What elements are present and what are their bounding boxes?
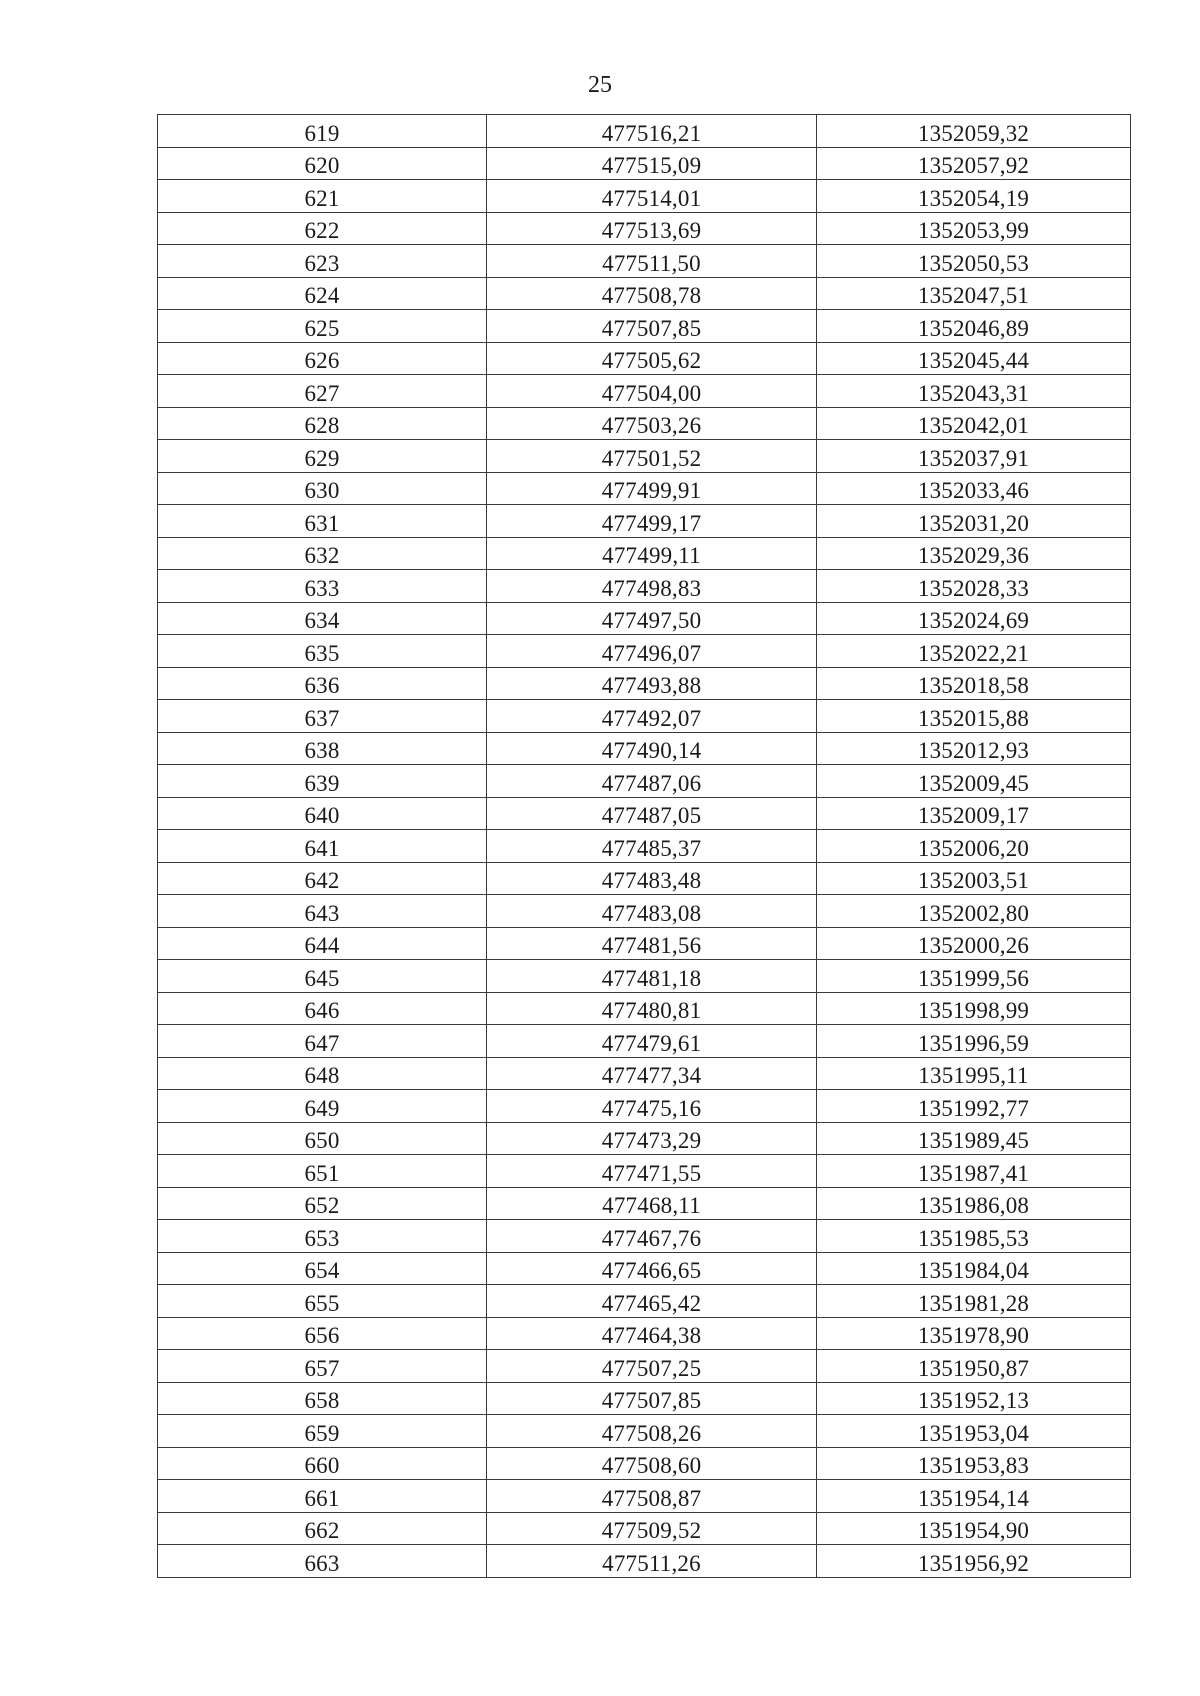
coordinates-table-body xyxy=(158,115,1131,1578)
table-row xyxy=(158,115,1131,148)
table-row xyxy=(158,407,1131,440)
table-row xyxy=(158,310,1131,343)
x-coordinate-cell: 477508,87 xyxy=(487,1480,817,1513)
y-coordinate-cell: 1351952,13 xyxy=(817,1382,1131,1415)
table-row xyxy=(158,1252,1131,1285)
y-coordinate-cell: 1352053,99 xyxy=(817,212,1131,245)
table-row xyxy=(158,505,1131,538)
point-number-cell: 662 xyxy=(158,1512,487,1545)
y-coordinate-cell: 1352002,80 xyxy=(817,895,1131,928)
x-coordinate-cell: 477483,08 xyxy=(487,895,817,928)
point-number-cell: 644 xyxy=(158,927,487,960)
table-row xyxy=(158,960,1131,993)
point-number-cell: 635 xyxy=(158,635,487,668)
y-coordinate-cell: 1352047,51 xyxy=(817,277,1131,310)
point-number-cell: 628 xyxy=(158,407,487,440)
x-coordinate-cell: 477507,85 xyxy=(487,310,817,343)
x-coordinate-cell: 477481,56 xyxy=(487,927,817,960)
point-number-cell: 653 xyxy=(158,1220,487,1253)
table-row xyxy=(158,342,1131,375)
x-coordinate-cell: 477496,07 xyxy=(487,635,817,668)
point-number-cell: 619 xyxy=(158,115,487,148)
point-number-cell: 651 xyxy=(158,1155,487,1188)
x-coordinate-cell: 477480,81 xyxy=(487,992,817,1025)
point-number-cell: 620 xyxy=(158,147,487,180)
point-number-cell: 636 xyxy=(158,667,487,700)
y-coordinate-cell: 1352012,93 xyxy=(817,732,1131,765)
y-coordinate-cell: 1351954,14 xyxy=(817,1480,1131,1513)
x-coordinate-cell: 477501,52 xyxy=(487,440,817,473)
table-row xyxy=(158,895,1131,928)
x-coordinate-cell: 477475,16 xyxy=(487,1090,817,1123)
point-number-cell: 641 xyxy=(158,830,487,863)
point-number-cell: 659 xyxy=(158,1415,487,1448)
x-coordinate-cell: 477511,26 xyxy=(487,1545,817,1578)
table-row xyxy=(158,1545,1131,1578)
y-coordinate-cell: 1352059,32 xyxy=(817,115,1131,148)
point-number-cell: 647 xyxy=(158,1025,487,1058)
table-row xyxy=(158,570,1131,603)
table-row xyxy=(158,1415,1131,1448)
table-row xyxy=(158,927,1131,960)
point-number-cell: 660 xyxy=(158,1447,487,1480)
x-coordinate-cell: 477464,38 xyxy=(487,1317,817,1350)
y-coordinate-cell: 1352050,53 xyxy=(817,245,1131,278)
point-number-cell: 657 xyxy=(158,1350,487,1383)
x-coordinate-cell: 477465,42 xyxy=(487,1285,817,1318)
point-number-cell: 648 xyxy=(158,1057,487,1090)
table-row xyxy=(158,797,1131,830)
x-coordinate-cell: 477507,25 xyxy=(487,1350,817,1383)
table-row xyxy=(158,1512,1131,1545)
table-row xyxy=(158,635,1131,668)
y-coordinate-cell: 1351978,90 xyxy=(817,1317,1131,1350)
y-coordinate-cell: 1351999,56 xyxy=(817,960,1131,993)
table-row xyxy=(158,440,1131,473)
y-coordinate-cell: 1351995,11 xyxy=(817,1057,1131,1090)
y-coordinate-cell: 1351953,83 xyxy=(817,1447,1131,1480)
x-coordinate-cell: 477468,11 xyxy=(487,1187,817,1220)
y-coordinate-cell: 1352033,46 xyxy=(817,472,1131,505)
y-coordinate-cell: 1352000,26 xyxy=(817,927,1131,960)
x-coordinate-cell: 477498,83 xyxy=(487,570,817,603)
y-coordinate-cell: 1352042,01 xyxy=(817,407,1131,440)
x-coordinate-cell: 477508,78 xyxy=(487,277,817,310)
y-coordinate-cell: 1351985,53 xyxy=(817,1220,1131,1253)
point-number-cell: 634 xyxy=(158,602,487,635)
x-coordinate-cell: 477493,88 xyxy=(487,667,817,700)
y-coordinate-cell: 1351996,59 xyxy=(817,1025,1131,1058)
point-number-cell: 638 xyxy=(158,732,487,765)
y-coordinate-cell: 1351950,87 xyxy=(817,1350,1131,1383)
point-number-cell: 656 xyxy=(158,1317,487,1350)
x-coordinate-cell: 477479,61 xyxy=(487,1025,817,1058)
table-row xyxy=(158,1350,1131,1383)
y-coordinate-cell: 1352043,31 xyxy=(817,375,1131,408)
x-coordinate-cell: 477509,52 xyxy=(487,1512,817,1545)
point-number-cell: 626 xyxy=(158,342,487,375)
table-row xyxy=(158,1285,1131,1318)
y-coordinate-cell: 1351998,99 xyxy=(817,992,1131,1025)
y-coordinate-cell: 1351987,41 xyxy=(817,1155,1131,1188)
x-coordinate-cell: 477505,62 xyxy=(487,342,817,375)
x-coordinate-cell: 477481,18 xyxy=(487,960,817,993)
y-coordinate-cell: 1351989,45 xyxy=(817,1122,1131,1155)
page-number: 25 xyxy=(588,72,612,98)
coordinates-table xyxy=(157,114,1131,1578)
y-coordinate-cell: 1352031,20 xyxy=(817,505,1131,538)
x-coordinate-cell: 477487,06 xyxy=(487,765,817,798)
y-coordinate-cell: 1352057,92 xyxy=(817,147,1131,180)
x-coordinate-cell: 477516,21 xyxy=(487,115,817,148)
point-number-cell: 633 xyxy=(158,570,487,603)
point-number-cell: 640 xyxy=(158,797,487,830)
table-row xyxy=(158,472,1131,505)
table-row xyxy=(158,1480,1131,1513)
point-number-cell: 649 xyxy=(158,1090,487,1123)
table-row xyxy=(158,862,1131,895)
x-coordinate-cell: 477471,55 xyxy=(487,1155,817,1188)
y-coordinate-cell: 1352046,89 xyxy=(817,310,1131,343)
x-coordinate-cell: 477483,48 xyxy=(487,862,817,895)
point-number-cell: 624 xyxy=(158,277,487,310)
x-coordinate-cell: 477499,91 xyxy=(487,472,817,505)
x-coordinate-cell: 477492,07 xyxy=(487,700,817,733)
y-coordinate-cell: 1352022,21 xyxy=(817,635,1131,668)
point-number-cell: 621 xyxy=(158,180,487,213)
y-coordinate-cell: 1351992,77 xyxy=(817,1090,1131,1123)
table-row xyxy=(158,992,1131,1025)
x-coordinate-cell: 477477,34 xyxy=(487,1057,817,1090)
table-row xyxy=(158,667,1131,700)
y-coordinate-cell: 1352009,45 xyxy=(817,765,1131,798)
point-number-cell: 645 xyxy=(158,960,487,993)
point-number-cell: 642 xyxy=(158,862,487,895)
table-row xyxy=(158,212,1131,245)
y-coordinate-cell: 1351984,04 xyxy=(817,1252,1131,1285)
x-coordinate-cell: 477487,05 xyxy=(487,797,817,830)
y-coordinate-cell: 1351986,08 xyxy=(817,1187,1131,1220)
table-row xyxy=(158,1382,1131,1415)
x-coordinate-cell: 477514,01 xyxy=(487,180,817,213)
table-row xyxy=(158,180,1131,213)
point-number-cell: 658 xyxy=(158,1382,487,1415)
table-row xyxy=(158,830,1131,863)
table-row xyxy=(158,245,1131,278)
y-coordinate-cell: 1352037,91 xyxy=(817,440,1131,473)
y-coordinate-cell: 1352009,17 xyxy=(817,797,1131,830)
table-row xyxy=(158,375,1131,408)
table-row xyxy=(158,147,1131,180)
x-coordinate-cell: 477508,26 xyxy=(487,1415,817,1448)
point-number-cell: 627 xyxy=(158,375,487,408)
table-row xyxy=(158,1057,1131,1090)
point-number-cell: 655 xyxy=(158,1285,487,1318)
point-number-cell: 622 xyxy=(158,212,487,245)
table-row xyxy=(158,732,1131,765)
point-number-cell: 650 xyxy=(158,1122,487,1155)
point-number-cell: 639 xyxy=(158,765,487,798)
table-row xyxy=(158,1122,1131,1155)
table-row xyxy=(158,1447,1131,1480)
x-coordinate-cell: 477511,50 xyxy=(487,245,817,278)
y-coordinate-cell: 1352028,33 xyxy=(817,570,1131,603)
table-row xyxy=(158,1155,1131,1188)
point-number-cell: 631 xyxy=(158,505,487,538)
y-coordinate-cell: 1351956,92 xyxy=(817,1545,1131,1578)
point-number-cell: 630 xyxy=(158,472,487,505)
point-number-cell: 663 xyxy=(158,1545,487,1578)
table-row xyxy=(158,1317,1131,1350)
point-number-cell: 625 xyxy=(158,310,487,343)
y-coordinate-cell: 1352015,88 xyxy=(817,700,1131,733)
y-coordinate-cell: 1352024,69 xyxy=(817,602,1131,635)
y-coordinate-cell: 1351953,04 xyxy=(817,1415,1131,1448)
point-number-cell: 643 xyxy=(158,895,487,928)
table-row xyxy=(158,1187,1131,1220)
point-number-cell: 629 xyxy=(158,440,487,473)
y-coordinate-cell: 1351981,28 xyxy=(817,1285,1131,1318)
y-coordinate-cell: 1352006,20 xyxy=(817,830,1131,863)
table-row xyxy=(158,277,1131,310)
y-coordinate-cell: 1351954,90 xyxy=(817,1512,1131,1545)
table-row xyxy=(158,602,1131,635)
y-coordinate-cell: 1352018,58 xyxy=(817,667,1131,700)
table-row xyxy=(158,537,1131,570)
table-row xyxy=(158,1220,1131,1253)
point-number-cell: 652 xyxy=(158,1187,487,1220)
x-coordinate-cell: 477490,14 xyxy=(487,732,817,765)
y-coordinate-cell: 1352045,44 xyxy=(817,342,1131,375)
point-number-cell: 637 xyxy=(158,700,487,733)
x-coordinate-cell: 477467,76 xyxy=(487,1220,817,1253)
table-row xyxy=(158,1025,1131,1058)
point-number-cell: 623 xyxy=(158,245,487,278)
x-coordinate-cell: 477499,17 xyxy=(487,505,817,538)
table-row xyxy=(158,700,1131,733)
x-coordinate-cell: 477485,37 xyxy=(487,830,817,863)
x-coordinate-cell: 477508,60 xyxy=(487,1447,817,1480)
y-coordinate-cell: 1352029,36 xyxy=(817,537,1131,570)
point-number-cell: 632 xyxy=(158,537,487,570)
x-coordinate-cell: 477515,09 xyxy=(487,147,817,180)
y-coordinate-cell: 1352003,51 xyxy=(817,862,1131,895)
x-coordinate-cell: 477513,69 xyxy=(487,212,817,245)
x-coordinate-cell: 477473,29 xyxy=(487,1122,817,1155)
x-coordinate-cell: 477504,00 xyxy=(487,375,817,408)
point-number-cell: 654 xyxy=(158,1252,487,1285)
x-coordinate-cell: 477466,65 xyxy=(487,1252,817,1285)
x-coordinate-cell: 477507,85 xyxy=(487,1382,817,1415)
table-row xyxy=(158,1090,1131,1123)
table-row xyxy=(158,765,1131,798)
point-number-cell: 661 xyxy=(158,1480,487,1513)
y-coordinate-cell: 1352054,19 xyxy=(817,180,1131,213)
x-coordinate-cell: 477499,11 xyxy=(487,537,817,570)
x-coordinate-cell: 477497,50 xyxy=(487,602,817,635)
x-coordinate-cell: 477503,26 xyxy=(487,407,817,440)
point-number-cell: 646 xyxy=(158,992,487,1025)
